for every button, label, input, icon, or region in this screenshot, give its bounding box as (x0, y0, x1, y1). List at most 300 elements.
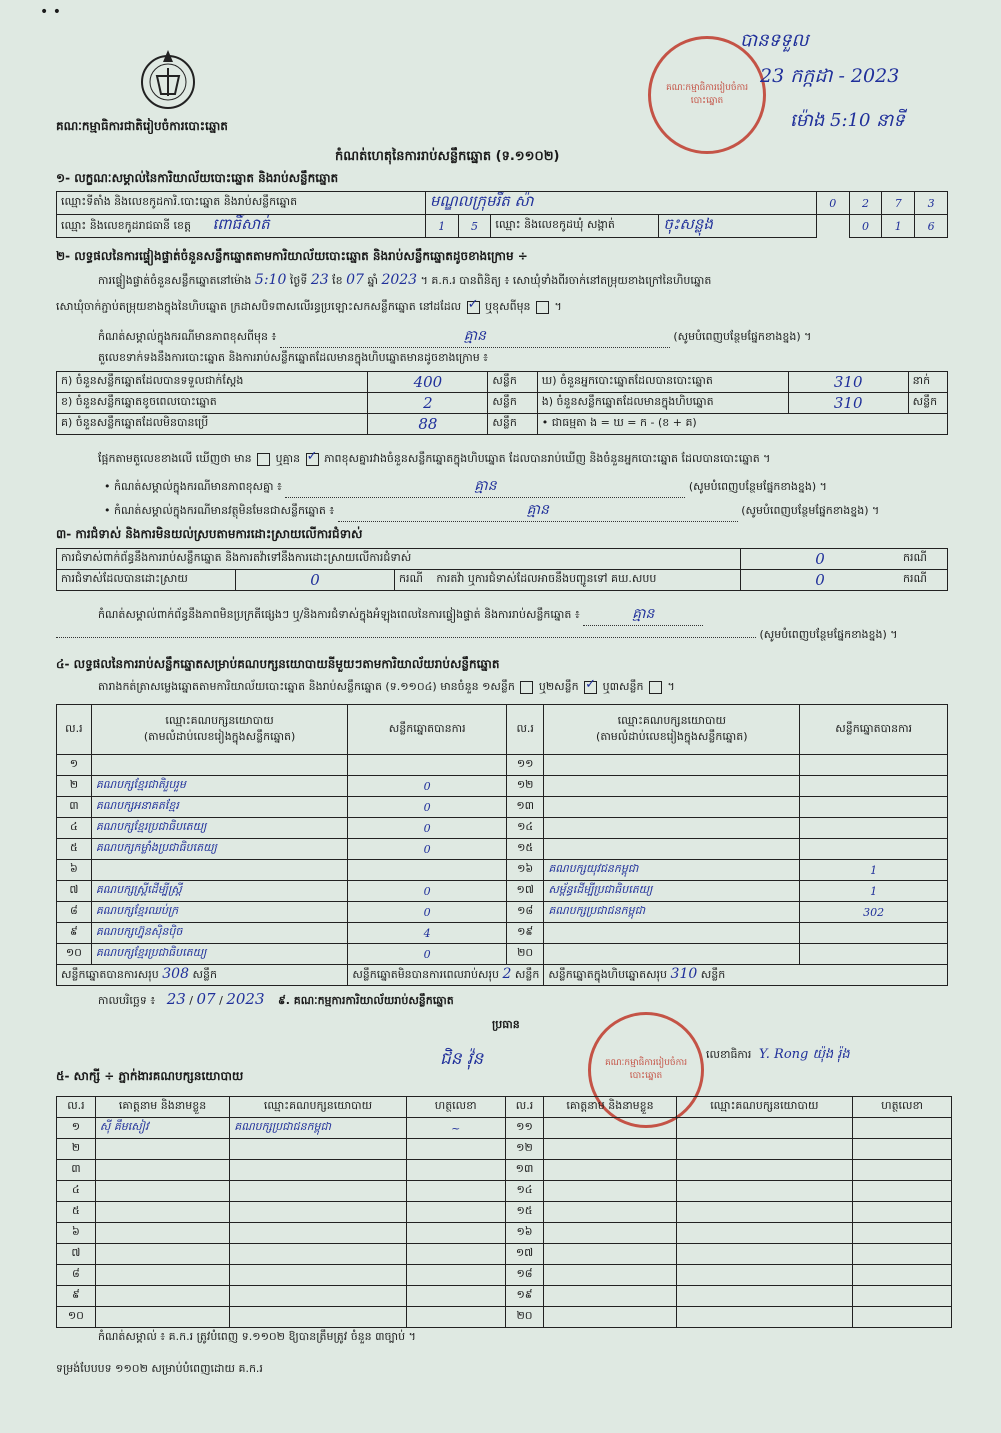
province-code-digit: 1 (425, 215, 458, 238)
witness-signature (406, 1265, 505, 1286)
difference-bullet (104, 476, 827, 498)
witness-row (57, 1118, 952, 1139)
party-votes: 0 (348, 902, 507, 923)
witness-name (95, 1160, 229, 1181)
col-party-header (91, 705, 347, 755)
witness-name (544, 1139, 676, 1160)
province-code-digit: 5 (458, 215, 491, 238)
party-name (544, 818, 800, 839)
party-row (57, 839, 948, 860)
row-no: ១៧ (507, 881, 544, 902)
party-name (91, 860, 347, 881)
witness-row (57, 1244, 952, 1265)
objection-unit: ករណី (899, 549, 948, 570)
difference-note-value: គ្មាន (463, 328, 486, 344)
witness-party (676, 1223, 853, 1244)
witness-signature (406, 1223, 505, 1244)
col-no-header: ល.រ (505, 1097, 544, 1118)
party-header-text: ឈ្មោះគណបក្សនយោបាយ (165, 713, 274, 727)
col-sign-header: ហត្ថលេខា (853, 1097, 952, 1118)
row-no: ៤ (57, 818, 92, 839)
witness-name (95, 1286, 229, 1307)
received-time: ម៉ោង 5:10 នាទី (790, 110, 905, 131)
row-no: ១៣ (507, 797, 544, 818)
irregularity-extra-field[interactable] (56, 637, 756, 638)
resolved-unit: ករណី (399, 572, 423, 585)
count-unit: សន្លឹក (488, 372, 537, 393)
section-5-heading: ៥- សាក្សី ÷ ភ្នាក់ងារគណបក្សនយោបាយ (56, 1069, 244, 1083)
party-name: គណបក្សខ្មែរប្រជាធិបតេយ្យ (91, 944, 347, 965)
row-no: ១ (57, 1118, 96, 1139)
verification-text: ការផ្ទៀងផ្ទាត់ចំនួនសន្លឹកឆ្នោតនៅម៉ោង (98, 274, 252, 287)
compare-text-end: ភាពខុសគ្នារវាងចំនួនសន្លឹកឆ្នោតក្នុងហិបឆ្នោត ដែលបានរាប់ឃើញ និងចំនួនអ្នកបោះឆ្នោត ដែលបានបោះឆ្នោត ។ (324, 452, 771, 465)
count-unit: សន្លឹក (488, 414, 537, 435)
difference-bullet-field[interactable] (285, 476, 685, 498)
witness-name (544, 1307, 676, 1328)
location-code-digit: 0 (816, 192, 849, 215)
count-value: 310 (788, 372, 908, 393)
party-votes (348, 755, 507, 776)
witness-name (95, 1223, 229, 1244)
escalated-value: 0 (741, 570, 900, 591)
commune-label: ឈ្មោះ និងលេខកូដឃុំ សង្កាត់ (491, 215, 659, 238)
witness-row (57, 1139, 952, 1160)
section-3-heading: ៣- ការជំទាស់ និងការមិនយល់ស្របតាមការដោះស្រាយលើការជំទាស់ (56, 527, 363, 541)
witness-signature (406, 1244, 505, 1265)
witness-party (676, 1286, 853, 1307)
witness-signature (853, 1223, 952, 1244)
witness-signature (853, 1244, 952, 1265)
party-row (57, 860, 948, 881)
foreign-object-hint: (សូមបំពេញបន្ថែមផ្នែកខាងខ្នង) ។ (741, 504, 880, 517)
witness-signature (853, 1202, 952, 1223)
row-no: ៤ (57, 1181, 96, 1202)
party-name (544, 839, 800, 860)
col-name-header: គោត្តនាម និងនាមខ្លួន (544, 1097, 676, 1118)
witness-table (56, 1096, 952, 1328)
day-label: ថ្ងៃទី (289, 274, 308, 287)
date-day: 23 (166, 990, 186, 1008)
col-party-header: ឈ្មោះគណបក្សនយោបាយ (676, 1097, 853, 1118)
party-row (57, 902, 948, 923)
witness-name (544, 1223, 676, 1244)
commune-value: ចុះសន្លុង (659, 215, 816, 238)
row-no: ៨ (57, 902, 92, 923)
party-votes: 0 (348, 776, 507, 797)
tally-sheet-line: តារាងកត់ត្រាសម្លេងឆ្នោតតាមការិយាល័យបោះឆ្នោត និងរាប់សន្លឹកឆ្នោត (ទ.១១០៤) មានចំនួន ១សន្លឹក ឬ២សន្លឹក ✓ ឬ៣សន្លឹក ។ (98, 680, 675, 696)
location-code-digit: 2 (849, 192, 882, 215)
difference-note-hint: (សូមបំពេញបន្ថែមផ្នែកខាងខ្នង) ។ (673, 330, 812, 343)
irregularity-note-line (98, 604, 703, 626)
difference-bullet-value: គ្មាន (474, 478, 497, 494)
commune-code-digit: 6 (915, 215, 948, 238)
witness-row (57, 1265, 952, 1286)
row-no: ៧ (57, 1244, 96, 1265)
witness-party (676, 1307, 853, 1328)
row-no: ៦ (57, 1223, 96, 1244)
location-value: មណ្ឌលក្រុមរឹត ស៉ា (425, 192, 816, 215)
row-no: ១៥ (507, 839, 544, 860)
party-header-sub: (តាមលំដាប់លេខរៀងក្នុងសន្លឹកឆ្នោត) (143, 729, 296, 743)
president-label: ប្រធាន (492, 1018, 520, 1031)
witness-row (57, 1202, 952, 1223)
row-no: ១៤ (507, 818, 544, 839)
nec-logo-icon (135, 46, 201, 112)
col-no-header: ល.រ (507, 705, 544, 755)
row-no: ១៧ (505, 1244, 544, 1265)
witness-party (230, 1202, 407, 1223)
witness-signature (406, 1181, 505, 1202)
totals-row (57, 965, 948, 986)
count-label: ឃ) ចំនួនអ្នកបោះឆ្នោតដែលបានបោះឆ្នោត (537, 372, 788, 393)
total-invalid-label: សន្លឹកឆ្នោតមិនបានការពេលរាប់សរុប (352, 968, 499, 981)
witness-party (230, 1307, 407, 1328)
commune-code-digit: 0 (849, 215, 882, 238)
witness-party (676, 1139, 853, 1160)
witness-name (95, 1181, 229, 1202)
party-votes: 0 (348, 839, 507, 860)
objections-table (56, 548, 948, 591)
verification-year: 2023 (381, 272, 418, 288)
witness-party (676, 1118, 853, 1139)
count-label: ង) ចំនួនសន្លឹកឆ្នោតដែលមានក្នុងហិបឆ្នោត (537, 393, 788, 414)
row-no: ៣ (57, 1160, 96, 1181)
resolved-label: ការជំទាស់ដែលបានដោះស្រាយ (57, 570, 236, 591)
escalated-label-cell (395, 570, 741, 591)
col-party-header (544, 705, 800, 755)
party-name (91, 755, 347, 776)
witness-signature: ~ (406, 1118, 505, 1139)
party-row (57, 776, 948, 797)
different-option-label: ឬខុសពីមុន (485, 300, 531, 313)
row-no: ១៨ (507, 902, 544, 923)
party-row (57, 944, 948, 965)
row-no: ១៦ (507, 860, 544, 881)
witness-name (544, 1286, 676, 1307)
witness-name: ស៊ី គឹមសៀវ (95, 1118, 229, 1139)
has-difference-checkbox[interactable] (257, 453, 270, 466)
witness-signature (853, 1139, 952, 1160)
witness-name (544, 1181, 676, 1202)
three-sheets-label: ឬ៣សន្លឹក (602, 680, 644, 693)
witness-row (57, 1286, 952, 1307)
ballot-counts-table (56, 371, 948, 435)
count-label: ក) ចំនួនសន្លឹកឆ្នោតដែលបានទទួលជាក់ស្តែង (57, 372, 368, 393)
witness-party (230, 1139, 407, 1160)
count-unit: សន្លឹក (488, 393, 537, 414)
row-no: ១៥ (505, 1202, 544, 1223)
two-sheets-checkbox[interactable] (584, 681, 597, 694)
witness-party (676, 1160, 853, 1181)
stamp-text: គណៈកម្មាធិការរៀបចំការបោះឆ្នោត (665, 83, 749, 106)
secretary-label: លេខាធិការ (706, 1048, 752, 1061)
irregularity-note-field[interactable] (583, 604, 703, 626)
row-no: ៦ (57, 860, 92, 881)
formula-note: • ជាធម្មតា ង = ឃ = ក - (ខ + គ) (537, 414, 947, 435)
form-title: កំណត់ហេតុនៃការរាប់សន្លឹកឆ្នោត (ទ.១១០២) (335, 149, 560, 164)
witness-party (676, 1202, 853, 1223)
witness-party (230, 1160, 407, 1181)
office-stamp-text: គណៈកម្មាធិការរៀបចំការបោះឆ្នោត (604, 1058, 688, 1081)
party-votes (800, 755, 948, 776)
irregularity-note-value: គ្មាន (632, 606, 655, 622)
difference-note-field[interactable] (280, 326, 670, 348)
party-votes: 0 (348, 944, 507, 965)
witness-name (95, 1307, 229, 1328)
row-no: ១៤ (505, 1181, 544, 1202)
party-name: គណបក្សខ្មែរប្រជាធិបតេយ្យ (91, 818, 347, 839)
empty-cell (816, 215, 849, 238)
party-row (57, 923, 948, 944)
irregularity-continuation (56, 628, 898, 644)
committee-label: ៩. គណៈកម្មការការិយាល័យរាប់សន្លឹកឆ្នោត (278, 994, 454, 1007)
party-votes (800, 839, 948, 860)
witness-signature (853, 1307, 952, 1328)
verification-time: 5:10 (254, 272, 287, 288)
row-no: ១១ (505, 1118, 544, 1139)
verification-line (98, 272, 711, 290)
witness-signature (406, 1139, 505, 1160)
irregularity-hint: (សូមបំពេញបន្ថែមផ្នែកខាងខ្នង) ។ (759, 628, 898, 641)
section-1-heading: ១- លក្ខណៈសម្គាល់នៃការិយាល័យបោះឆ្នោត និងរាប់សន្លឹកឆ្នោត (56, 171, 339, 185)
total-valid-cell (57, 965, 348, 986)
irregularity-note-label: កំណត់សម្គាល់ពាក់ព័ន្ធនឹងភាពមិនប្រក្រតីផ្សេងៗ ឬ/និងការជំទាស់ក្នុងអំឡុងពេលនៃការផ្ទៀងផ្ទាត់ និងការរាប់សន្លឹកឆ្នោត ៖ (98, 608, 580, 621)
verification-day: 23 (310, 272, 329, 288)
party-name (544, 797, 800, 818)
total-valid-value: 308 (162, 966, 189, 982)
witness-name (95, 1202, 229, 1223)
row-no: ៩ (57, 1286, 96, 1307)
secretary-name: Y. Rong យ៉ុង រ៉ុង (758, 1047, 850, 1062)
party-name: គណបក្សប្រជាជនកម្ពុជា (544, 902, 800, 923)
count-value: 310 (788, 393, 908, 414)
difference-bullet-hint: (សូមបំពេញបន្ថែមផ្នែកខាងខ្នង) ។ (688, 480, 827, 493)
witness-name (95, 1265, 229, 1286)
foreign-object-label: • កំណត់សម្គាល់ក្នុងករណីមានវត្ថុមិនមែនជាសន្លឹកឆ្នោត ៖ (104, 504, 335, 517)
form-reference: ទម្រង់បែបបទ ១១០២ សម្រាប់បំពេញដោយ គ.ក.រ (56, 1362, 263, 1375)
total-box-label: សន្លឹកឆ្នោតក្នុងហិបឆ្នោតសរុប (548, 968, 668, 981)
seal-status-text: សោឃុំចាក់ភ្ជាប់តម្រុយខាងក្នុងនៃហិបឆ្នោត ក្រដាសបិទពាសលើរន្ធប្រឡោះសកសន្លឹកឆ្នោត នៅដដែល (56, 300, 462, 313)
party-votes (800, 818, 948, 839)
witness-party: គណបក្សប្រជាជនកម្ពុជា (230, 1118, 407, 1139)
party-name: គណបក្សអនាគតខ្មែរ (91, 797, 347, 818)
col-name-header: គោត្តនាម និងនាមខ្លួន (95, 1097, 229, 1118)
province-value: ពោធិ៍សាត់ (212, 215, 270, 233)
party-row (57, 797, 948, 818)
party-row (57, 881, 948, 902)
party-name (544, 923, 800, 944)
count-value: 88 (368, 414, 488, 435)
witness-signature (853, 1286, 952, 1307)
escalated-label: ការតវ៉ា ឬការជំទាស់ដែលអាចនឹងបញ្ជូនទៅ គឃ.សបប (436, 572, 657, 585)
party-name: គណបក្សកម្លាំងប្រជាធិបតេយ្យ (91, 839, 347, 860)
different-checkbox[interactable] (536, 301, 549, 314)
witness-signature (853, 1160, 952, 1181)
difference-bullet-label: • កំណត់សម្គាល់ក្នុងករណីមានភាពខុសគ្នា ៖ (104, 480, 282, 493)
witness-party (676, 1181, 853, 1202)
row-no: ១០ (57, 1307, 96, 1328)
witness-name (544, 1265, 676, 1286)
three-sheets-checkbox[interactable] (649, 681, 662, 694)
total-valid-label: សន្លឹកឆ្នោតបានការសរុប (61, 968, 159, 981)
section-1-table (56, 191, 948, 238)
witness-name (95, 1244, 229, 1265)
year-label: ឆ្នាំ (367, 274, 378, 287)
witness-party (230, 1286, 407, 1307)
witness-signature (406, 1160, 505, 1181)
row-no: ២ (57, 1139, 96, 1160)
row-no: ១ (57, 755, 92, 776)
secretary-line (706, 1046, 850, 1065)
witness-party (230, 1244, 407, 1265)
col-votes-header: សន្លឹកឆ្នោតបានការ (348, 705, 507, 755)
party-votes: 4 (348, 923, 507, 944)
difference-note-line (98, 326, 811, 348)
verification-month: 07 (346, 272, 364, 288)
row-no: ១០ (57, 944, 92, 965)
row-no: ១២ (505, 1139, 544, 1160)
count-unit: នាក់ (908, 372, 947, 393)
party-votes: 1 (800, 881, 948, 902)
party-header-sub: (តាមលំដាប់លេខរៀងក្នុងសន្លឹកឆ្នោត) (596, 729, 748, 743)
witness-party (676, 1265, 853, 1286)
corner-marks: • • (40, 4, 61, 20)
total-invalid-value: 2 (502, 966, 512, 982)
president-signature: ជិន វ៉ុន (440, 1049, 484, 1069)
party-votes (348, 860, 507, 881)
party-name (544, 944, 800, 965)
party-row (57, 818, 948, 839)
party-votes (800, 797, 948, 818)
witness-name (544, 1244, 676, 1265)
party-header-text: ឈ្មោះគណបក្សនយោបាយ (617, 713, 726, 727)
province-label: ឈ្មោះ និងលេខកូដរាជធានី ខេត្ត (61, 219, 191, 232)
count-unit: សន្លឹក (908, 393, 947, 414)
col-party-header: ឈ្មោះគណបក្សនយោបាយ (230, 1097, 407, 1118)
witness-signature (853, 1181, 952, 1202)
party-votes: 0 (348, 881, 507, 902)
date-line: កាលបរិច្ឆេទ ៖ 23 / 07 / 2023 ៩. គណៈកម្មការការិយាល័យរាប់សន្លឹកឆ្នោត (98, 990, 454, 1008)
difference-note-label: កំណត់សម្គាល់ក្នុងករណីមានភាពខុសពីមុន ៖ (98, 330, 277, 343)
party-name (544, 776, 800, 797)
witness-name (544, 1160, 676, 1181)
witness-name (544, 1118, 676, 1139)
col-votes-header: សន្លឹកឆ្នោតបានការ (800, 705, 948, 755)
party-votes: 1 (800, 860, 948, 881)
row-no: ១១ (507, 755, 544, 776)
row-no: ១៣ (505, 1160, 544, 1181)
total-invalid-cell (348, 965, 544, 986)
section-4-heading: ៤- លទ្ធផលនៃការរាប់សន្លឹកឆ្នោតសម្រាប់គណបក្សនយោបាយនីមួយៗតាមការិយាល័យរាប់សន្លឹកឆ្នោត (56, 657, 500, 671)
party-votes: 0 (348, 818, 507, 839)
two-sheets-label: ឬ២សន្លឹក (538, 680, 579, 693)
row-no: ២០ (505, 1307, 544, 1328)
objection-label: ការជំទាស់ពាក់ព័ន្ធនឹងការរាប់សន្លឹកឆ្នោត និងការតវ៉ាទៅនឹងការដោះស្រាយលើការជំទាស់ (57, 549, 741, 570)
total-box-value: 310 (670, 966, 698, 982)
row-no: ១៦ (505, 1223, 544, 1244)
total-invalid-unit: សន្លឹក (514, 968, 540, 981)
objection-value: 0 (741, 549, 900, 570)
party-name: សម្ព័ន្ធដើម្បីប្រជាធិបតេយ្យ (544, 881, 800, 902)
party-votes (800, 776, 948, 797)
row-no: ៣ (57, 797, 92, 818)
witness-signature (406, 1286, 505, 1307)
month-label: ខែ (332, 274, 343, 287)
party-name: គណបក្សហ្វ៊ុនស៊ិនប៉ិច (91, 923, 347, 944)
witness-party (230, 1181, 407, 1202)
row-no: ១៩ (507, 923, 544, 944)
org-name: គណៈកម្មាធិការជាតិរៀបចំការបោះឆ្នោត (56, 119, 228, 133)
count-value: 400 (368, 372, 488, 393)
row-no: ៨ (57, 1265, 96, 1286)
no-difference-label: ឬគ្មាន (275, 452, 301, 465)
witness-signature (853, 1118, 952, 1139)
row-no: ១២ (507, 776, 544, 797)
foreign-object-field[interactable] (338, 500, 738, 522)
compare-line (98, 452, 770, 468)
counts-intro: តួលេខទាក់ទងនឹងការបោះឆ្នោត និងការរាប់សន្លឹកឆ្នោតដែលមានក្នុងហិបឆ្នោតមានដូចខាងក្រោម ៖ (98, 351, 489, 364)
section-2-heading: ២- លទ្ធផលនៃការផ្ទៀងផ្ទាត់ចំនួនសន្លឹកឆ្នោតតាមការិយាល័យបោះឆ្នោត និងរាប់សន្លឹកឆ្នោតដូចខាងក្រោម ÷ (56, 249, 528, 263)
resolved-value: 0 (236, 570, 395, 591)
footer-note: កំណត់សម្គាល់ ៖ គ.ក.រ ត្រូវបំពេញ ទ.១១០២ ឱ្យបានត្រឹមត្រូវ ចំនួន ៣ច្បាប់ ។ (98, 1330, 416, 1343)
party-results-table (56, 704, 948, 986)
foreign-object-bullet (104, 500, 879, 522)
party-row (57, 755, 948, 776)
party-name: គណបក្សខ្មែរជាតិរួបរួម (91, 776, 347, 797)
tally-intro: តារាងកត់ត្រាសម្លេងឆ្នោតតាមការិយាល័យបោះឆ្នោត និងរាប់សន្លឹកឆ្នោត (ទ.១១០៤) មានចំនួន ១សន្លឹក (98, 680, 515, 693)
party-name: គណបក្សយុវជនកម្ពុជា (544, 860, 800, 881)
row-no: ៧ (57, 881, 92, 902)
count-label: គ) ចំនួនសន្លឹកឆ្នោតដែលមិនបានប្រើ (57, 414, 368, 435)
date-label: កាលបរិច្ឆេទ ៖ (98, 994, 156, 1007)
received-label: បានទទួល (740, 30, 809, 51)
party-votes (800, 923, 948, 944)
location-label: ឈ្មោះទីតាំង និងលេខកូដការិ.បោះឆ្នោត និងរាប់សន្លឹកឆ្នោត (57, 192, 426, 215)
party-votes: 302 (800, 902, 948, 923)
total-valid-unit: សន្លឹក (192, 968, 217, 981)
row-no: ១៨ (505, 1265, 544, 1286)
row-no: ២០ (507, 944, 544, 965)
commune-code-digit: 1 (882, 215, 915, 238)
no-difference-checkbox[interactable] (306, 453, 319, 466)
witness-row (57, 1181, 952, 1202)
witness-signature (406, 1307, 505, 1328)
witness-row (57, 1160, 952, 1181)
date-year: 2023 (226, 990, 265, 1008)
row-no: ១៩ (505, 1286, 544, 1307)
total-box-unit: សន្លឹក (700, 968, 726, 981)
province-cell (57, 215, 426, 238)
location-code-digit: 7 (882, 192, 915, 215)
row-no: ៥ (57, 1202, 96, 1223)
escalated-unit: ករណី (899, 570, 948, 591)
one-sheet-checkbox[interactable] (520, 681, 533, 694)
row-no: ៥ (57, 839, 92, 860)
col-sign-header: ហត្ថលេខា (406, 1097, 505, 1118)
witness-row (57, 1307, 952, 1328)
count-label: ខ) ចំនួនសន្លឹកឆ្នោតខូចពេលបោះឆ្នោត (57, 393, 368, 414)
col-no-header: ល.រ (57, 705, 92, 755)
witness-party (676, 1244, 853, 1265)
location-code-digit: 3 (915, 192, 948, 215)
count-value: 2 (368, 393, 488, 414)
witness-row (57, 1223, 952, 1244)
witness-party (230, 1265, 407, 1286)
same-checkbox[interactable] (467, 301, 480, 314)
col-no-header: ល.រ (57, 1097, 96, 1118)
compare-text: ផ្អែកតាមតួលេខខាងលើ ឃើញថា មាន (98, 452, 252, 465)
party-votes (800, 944, 948, 965)
